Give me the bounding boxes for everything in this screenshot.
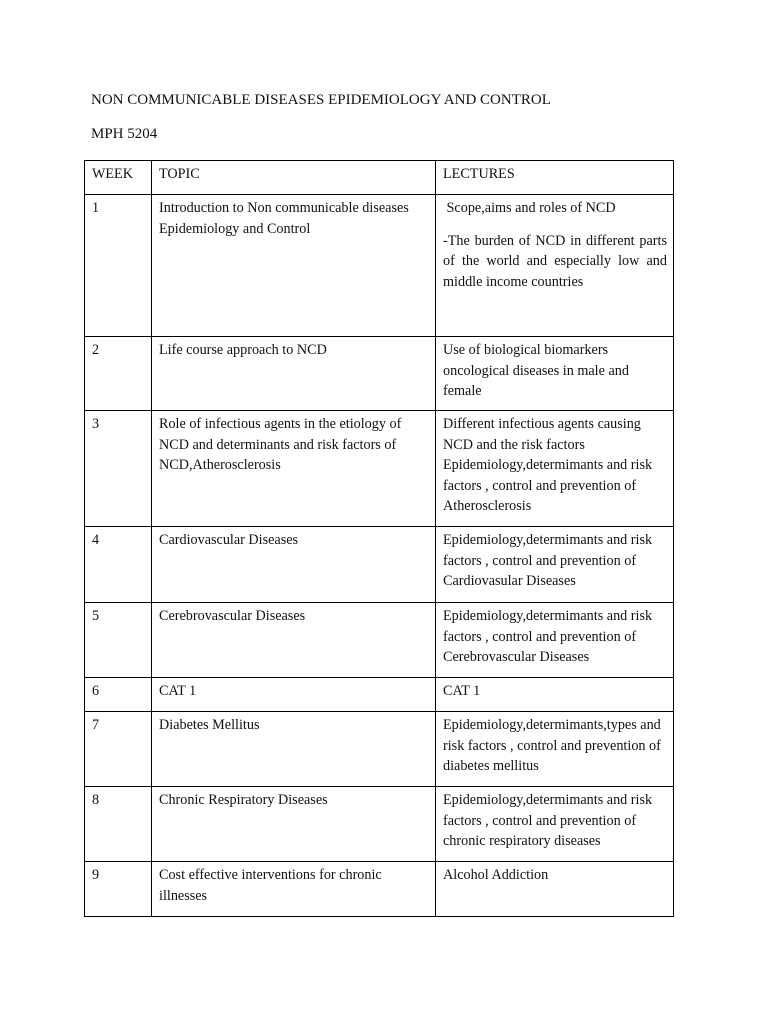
document-title: NON COMMUNICABLE DISEASES EPIDEMIOLOGY AND CONTROL bbox=[91, 92, 551, 108]
header-topic: TOPIC bbox=[152, 161, 436, 195]
lecture-cell: CAT 1 bbox=[436, 678, 674, 712]
week-cell: 9 bbox=[85, 862, 152, 917]
table-row bbox=[85, 603, 674, 678]
table-row bbox=[85, 411, 674, 527]
topic-cell: Cardiovascular Diseases bbox=[152, 527, 436, 603]
table-row bbox=[85, 678, 674, 712]
header-lectures: LECTURES bbox=[436, 161, 674, 195]
topic-cell: Cerebrovascular Diseases bbox=[152, 603, 436, 678]
lecture-cell: Epidemiology,determimants and risk factors , control and prevention of Cerebrovascular Diseases bbox=[436, 603, 674, 678]
table-header-row bbox=[85, 161, 674, 195]
table-row bbox=[85, 527, 674, 603]
lecture-cell: Epidemiology,determimants and risk factors , control and prevention of chronic respiratory diseases bbox=[436, 787, 674, 862]
course-code: MPH 5204 bbox=[91, 126, 158, 142]
course-schedule-table bbox=[84, 160, 674, 917]
week-cell: 5 bbox=[85, 603, 152, 678]
lecture-cell: Epidemiology,determimants,types and risk factors , control and prevention of diabetes mellitus bbox=[436, 712, 674, 787]
lecture-text: Scope,aims and roles of NCD bbox=[443, 200, 616, 216]
lecture-cell: Alcohol Addiction bbox=[436, 862, 674, 917]
lecture-cell: Use of biological biomarkers oncological diseases in male and female bbox=[436, 337, 674, 411]
lecture-cell: Different infectious agents causing NCD and the risk factors Epidemiology,determimants and risk factors , control and prevention of Atherosclerosis bbox=[436, 411, 674, 527]
lecture-text-extra: -The burden of NCD in different parts of the world and especially low and middle income countries bbox=[443, 232, 667, 290]
week-cell: 3 bbox=[85, 411, 152, 527]
week-cell: 1 bbox=[85, 195, 152, 337]
topic-cell: Chronic Respiratory Diseases bbox=[152, 787, 436, 862]
table-row bbox=[85, 337, 674, 411]
topic-cell: Life course approach to NCD bbox=[152, 337, 436, 411]
header-week: WEEK bbox=[85, 161, 152, 195]
week-cell: 2 bbox=[85, 337, 152, 411]
topic-cell: Role of infectious agents in the etiology of NCD and determinants and risk factors of NCD,Atherosclerosis bbox=[152, 411, 436, 527]
lecture-cell bbox=[436, 195, 674, 337]
week-cell: 8 bbox=[85, 787, 152, 862]
lecture-cell: Epidemiology,determimants and risk factors , control and prevention of Cardiovasular Diseases bbox=[436, 527, 674, 603]
week-cell: 6 bbox=[85, 678, 152, 712]
table-row bbox=[85, 195, 674, 337]
topic-cell: CAT 1 bbox=[152, 678, 436, 712]
week-cell: 4 bbox=[85, 527, 152, 603]
week-cell: 7 bbox=[85, 712, 152, 787]
topic-cell: Diabetes Mellitus bbox=[152, 712, 436, 787]
table-row bbox=[85, 787, 674, 862]
topic-cell: Introduction to Non communicable diseases Epidemiology and Control bbox=[152, 195, 436, 337]
table-row bbox=[85, 712, 674, 787]
topic-cell: Cost effective interventions for chronic illnesses bbox=[152, 862, 436, 917]
table-row bbox=[85, 862, 674, 917]
